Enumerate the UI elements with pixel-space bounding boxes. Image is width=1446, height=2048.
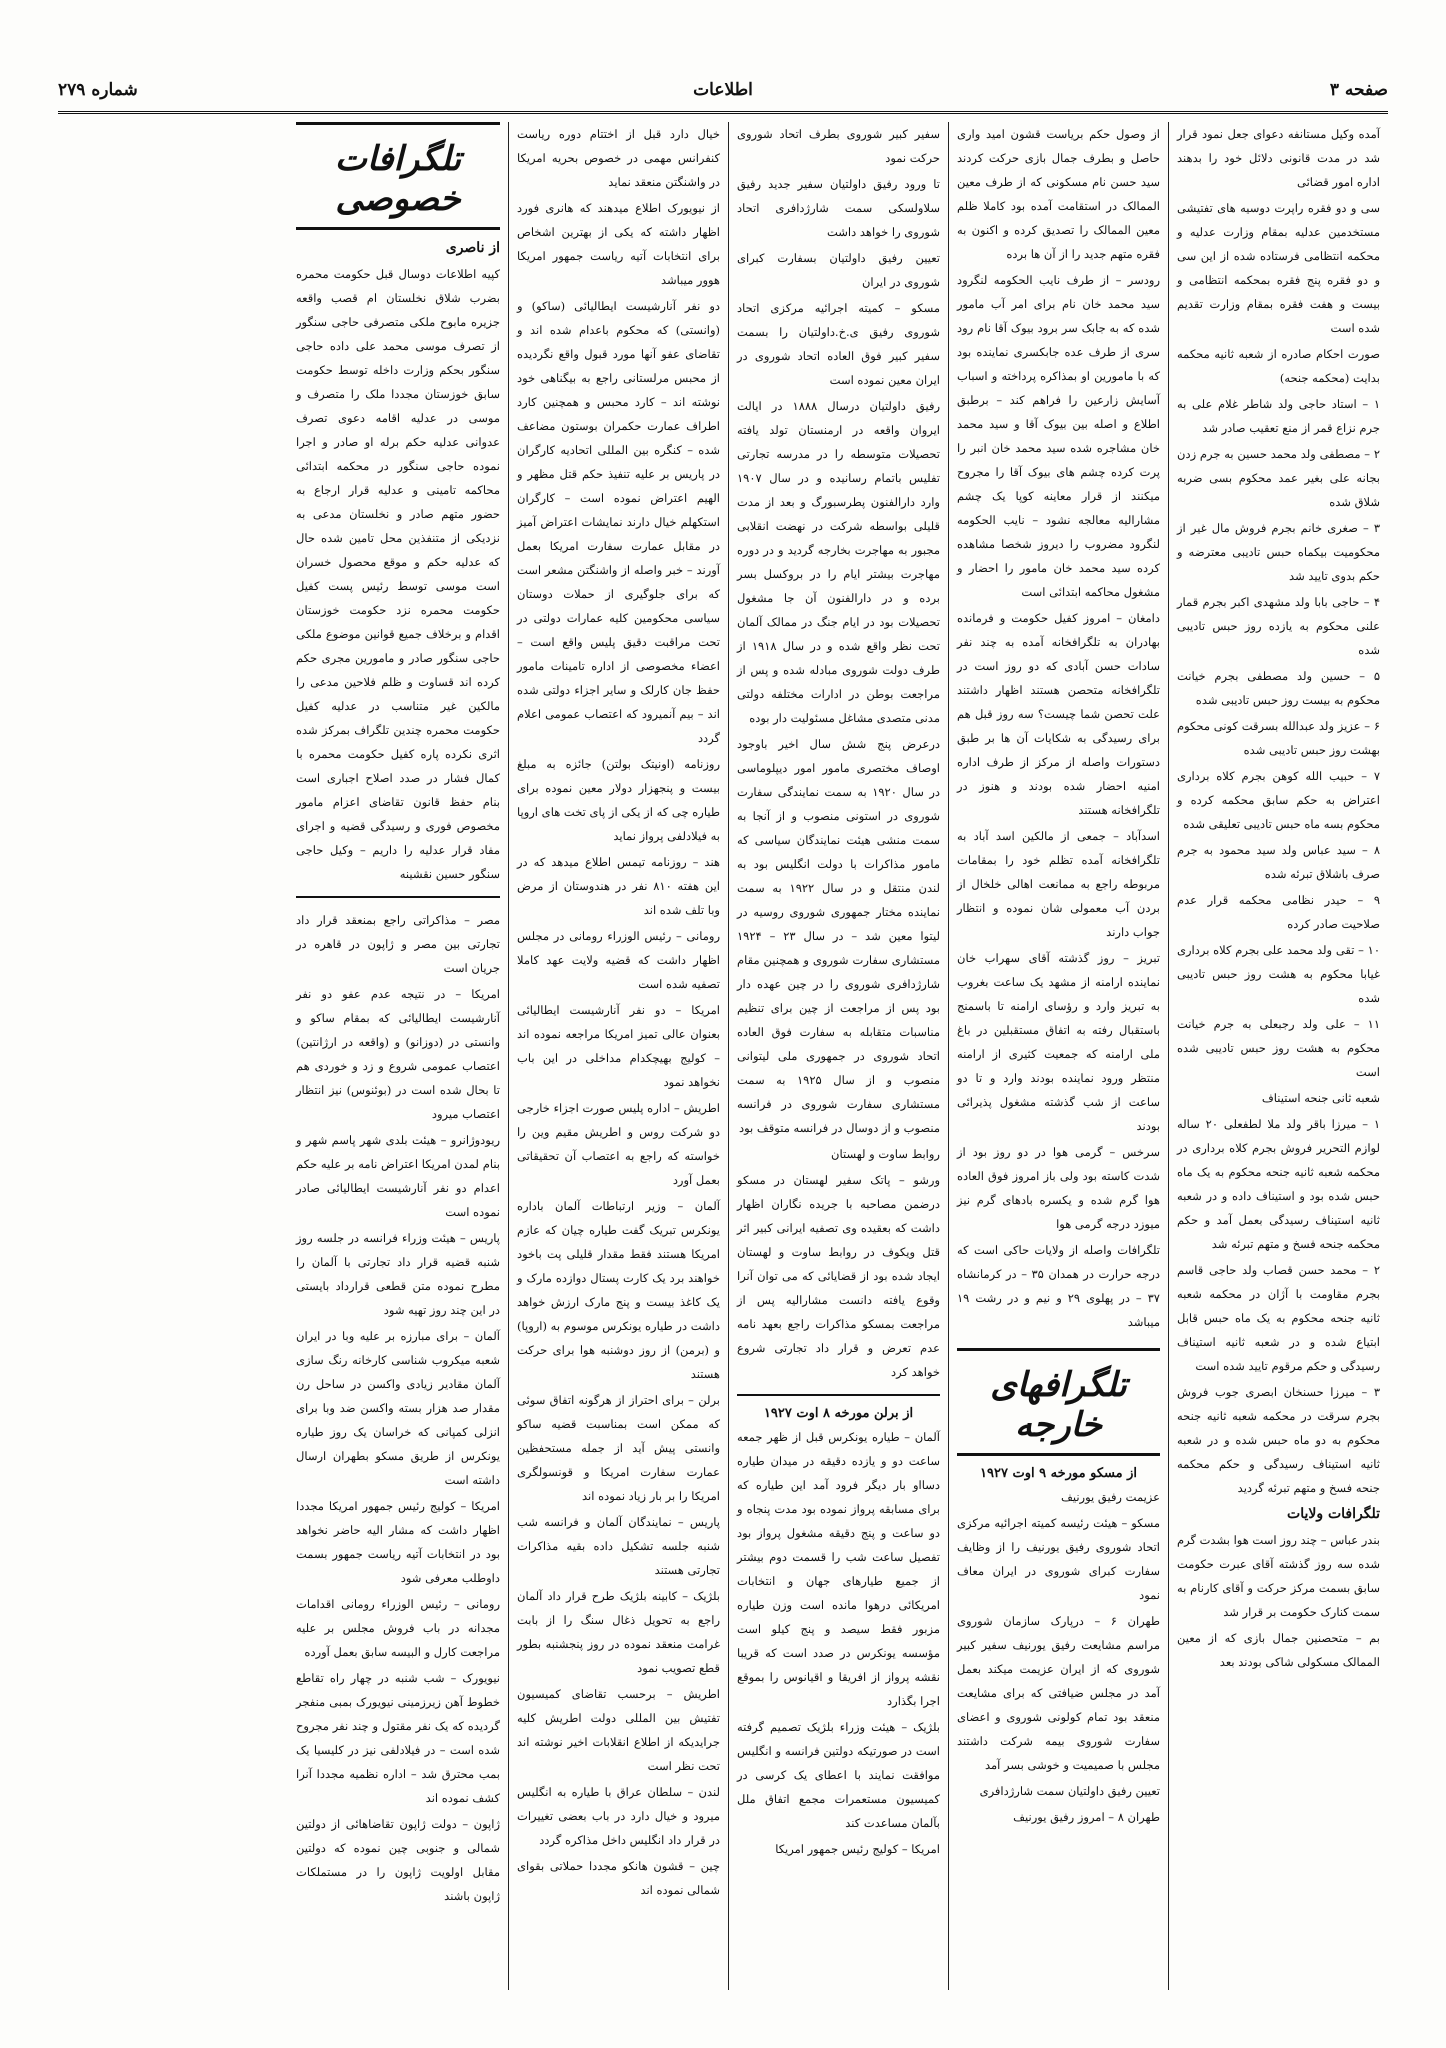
article-paragraph: امریکا – کولیج رئیس جمهور امریکا bbox=[775, 1842, 940, 1856]
article-paragraph: پاریس – نمایندگان آلمان و فرانسه شب شنبه جلسه تشکیل داده بقیه مذاکرات تجارتی هستند bbox=[517, 1515, 720, 1577]
article-paragraph: خیال دارد قبل از اختتام دوره ریاست کنفرانس مهمی در خصوص بحریه امریکا در واشنگتن منعقد نماید bbox=[517, 127, 720, 189]
article-paragraph: تعیین رفیق داولتیان سمت شارژدافری bbox=[979, 1784, 1160, 1798]
article-paragraph: چین – قشون هانکو مجددا حملاتی بقوای شمالی نموده اند bbox=[517, 1859, 720, 1897]
article-paragraph: تا ورود رفیق داولتیان سفیر جدید رفیق سلاولسکی سمت شارژدافری اتحاد شوروی را خواهد داشت bbox=[737, 177, 940, 239]
article-paragraph: برلن – برای احتراز از هرگونه اتفاق سوئی که ممکن است بمناسبت قضیه ساکو وانستی پیش آید از جمله مستحفظین عمارت سفارت امریکا و قونسولگری امریکا را بر بار زیاد نموده اند bbox=[517, 1393, 720, 1503]
column-2-body bbox=[957, 122, 1160, 1334]
article-paragraph: ۱ – میرزا باقر ولد ملا لطفعلی ۲۰ ساله لوازم التحریر فروش بجرم کلاه برداری در محکمه شعبه ثانیه جنحه محکوم به یک ماه حبس شده بود و استیناف داده و در شعبه ثانیه استیناف رسیدگی بعمل آمد و حکم محکمه جنحه فسخ و متهم تبرئه شد bbox=[1177, 1117, 1381, 1251]
article-paragraph: تلگرافات واصله از ولایات حاکی است که درجه حرارت در همدان ۳۵ – در کرمانشاه ۳۷ – در پهلوی ۲۹ و نیم و در رشت ۱۹ میباشد bbox=[957, 1243, 1160, 1329]
article-paragraph: ۱۰ – تقی ولد محمد علی بجرم کلاه برداری غیابا محکوم به هشت روز حبس تادیبی شده bbox=[1177, 943, 1380, 1005]
article-paragraph: ریودوژانرو – هیئت بلدی شهر پاسم شهر و بنام لمدن امریکا اعتراض نامه بر علیه حکم اعدام دو نفر آنارشیست ایطالیائی صادر نموده است bbox=[296, 1133, 500, 1219]
article-paragraph: ۴ – حاجی بابا ولد مشهدی اکبر بجرم قمار علنی محکوم به یازده روز حبس تادیبی شده bbox=[1177, 595, 1380, 657]
article-paragraph: رفیق داولتیان درسال ۱۸۸۸ در ایالت ایروان واقعه در ارمنستان تولد یافته تحصیلات متوسطه را در مدرسه تجارتی تفلیس باتمام رسانیده و در سال ۱۹۰۷ وارد دارالفنون پطرسبورگ و بعد از مدت قلیلی بواسطه شرکت در نهضت انقلابی مجبور به مهاجرت بخارجه گردید و در دوره مهاجرت بیشتر ایام را در بروکسل بسر برده و در دارالفنون آن جا مشغول تحصیلات بود در ایام جنگ در ممالک آلمان تحت نظر واقع شده و در سال ۱۹۱۸ از طرف دولت شوروی مبادله شده و پس از مراجعت بوطن در ادارات مختلفه دولتی مدنی متصدی مشاغل مسئولیت دار بوده bbox=[737, 399, 940, 725]
article-paragraph: سرخس – گرمی هوا در دو روز بود از شدت کاسته بود ولی باز امروز فوق العاده هوا گرم شده و یکسره بادهای گرم نیز میوزد درجه گرمی هوا bbox=[957, 1145, 1160, 1231]
article-paragraph: امریکا – در نتیجه عدم عفو دو نفر آنارشیست ایطالیائی که بمقام ساکو و وانستی در (دوزانو) و (واقعه در ارژانتین) اعتصاب عمومی شروع و زد و خوردی هم تا بحال شده است در (بوئنوس) نیز انتظار اعتصاب میرود bbox=[296, 987, 500, 1121]
article-paragraph: رومانی – رئیس الوزراء رومانی در مجلس اظهار داشت که قضیه ولایت عهد کاملا تصفیه شده است bbox=[517, 929, 720, 991]
article-paragraph: پاریس – هیئت وزراء فرانسه در جلسه روز شنبه قضیه قرار داد تجارتی با آلمان را مطرح نموده متن قطعی قرارداد بایستی در این چند روز تهیه شود bbox=[296, 1231, 500, 1317]
article-paragraph: رومانی – رئیس الوزراء رومانی اقدامات مجدانه در باب فروش مجلس بر علیه مراجعت کارل و البیسه سابق بعمل آورده bbox=[296, 1597, 500, 1659]
article-paragraph: مسکو – هیئت رئیسه کمیته اجرائیه مرکزی اتحاد شوروی رفیق یورنیف را از وظایف سفارت کبرای شوروی در ایران معاف نمود bbox=[957, 1516, 1160, 1602]
article-paragraph: طهران ۸ – امروز رفیق یورنیف bbox=[1013, 1810, 1160, 1824]
article-paragraph: اطریش – اداره پلیس صورت اجزاء خارجی دو شرکت روس و اطریش مقیم وین را خواسته که راجع به اعتصاب آن تحقیقاتی بعمل آورد bbox=[517, 1101, 720, 1187]
column-5 bbox=[288, 122, 508, 1990]
article-paragraph: مصر – مذاکراتی راجع بمنعقد قرار داد تجارتی بین مصر و ژاپون در قاهره در جریان است bbox=[296, 913, 500, 975]
article-paragraph: اطریش – برحسب تقاضای کمیسیون تفتیش بین المللی دولت اطریش کلیه جرایدیکه از اطلاع انقلابات اخیر نوشته اند تحت نظر است bbox=[517, 1687, 720, 1773]
column-4 bbox=[508, 122, 728, 1990]
article-paragraph: ۶ – عزیز ولد عبدالله بسرقت کونی محکوم بهشت روز حبس تادیبی شده bbox=[1177, 719, 1380, 757]
article-paragraph: بلژیک – کابینه بلژیک طرح قرار داد آلمان راجع به تحویل ذغال سنگ را از بابت غرامت منعقد نموده در روز پنجشنبه بطور قطع تصویب نمود bbox=[517, 1589, 720, 1675]
section-dateline: از ناصری bbox=[445, 240, 500, 256]
article-paragraph: عزیمت رفیق یورنیف bbox=[1060, 1490, 1160, 1504]
article-paragraph: ۱۱ – علی ولد رجبعلی به جرم خیانت محکوم به هشت روز حبس تادیبی شده است bbox=[1177, 1017, 1380, 1079]
article-paragraph: امریکا – کولیج رئیس جمهور امریکا مجددا اظهار داشت که مشار الیه حاضر نخواهد بود در انتخابات آتیه ریاست جمهور بسمت داوطلب معرفی شود bbox=[296, 1499, 500, 1585]
article-paragraph: بلژیک – هیئت وزراء بلژیک تصمیم گرفته است در صورتیکه دولتین فرانسه و انگلیس موافقت نمایند با اعطای یک کرسی در کمیسیون مستعمرات مجمع اتفاق ملل بآلمان مساعدت کند bbox=[737, 1720, 940, 1830]
article-paragraph: ۵ – حسین ولد مصطفی بجرم خیانت محکوم به بیست روز حبس تادیبی شده bbox=[1177, 669, 1380, 707]
article-paragraph: ژاپون – دولت ژاپون تقاضاهائی از دولتین شمالی و جنوبی چین نموده که دولتین مقابل اولویت ژاپون را در مستملکات ژاپون باشند bbox=[296, 1817, 500, 1903]
divider bbox=[737, 1394, 940, 1396]
article-paragraph: تعیین رفیق داولتیان بسفارت کبرای شوروی در ایران bbox=[737, 251, 940, 289]
article-paragraph: طهران ۶ – درپارک سازمان شوروی مراسم مشایعت رفیق یورنیف سفیر کبیر شوروی که از ایران عزیمت میکند بعمل آمد در مجلس ضیافتی که برای مشایعت منعقد بود تمام کولونی شوروی و اعضای سفارت شوروی بیمه شرکت داشتند مجلس با صمیمیت و خوشی بسر آمد bbox=[957, 1614, 1160, 1772]
newspaper-title: اطلاعات bbox=[693, 80, 753, 100]
article-paragraph: شعبه ثانی جنحه استیناف bbox=[1261, 1091, 1380, 1105]
column-3 bbox=[728, 122, 948, 1990]
article-paragraph: ۳ – صغری خانم بجرم فروش مال غیر از محکومیت بیکماه حبس تادیبی معترضه و حکم بدوی تایید شد bbox=[1177, 521, 1380, 583]
section-dateline: از برلن مورخه ۸ اوت ۱۹۲۷ bbox=[763, 1406, 914, 1421]
divider bbox=[296, 896, 500, 898]
article-paragraph: تبریز – روز گذشته آقای سهراب خان نماینده ارامنه از مشهد یک ساعت بغروب به تبریز وارد و رؤسای ارامنه تا باسمنج باستقبال رفته به اتفاق مستقبلین در باغ ملی ارامنه که جمعیت کثیری از ارامنه منتظر ورود نماینده بودند وارد و تا دو ساعت از شب گذشته مشغول پذیرائی بودند bbox=[957, 951, 1160, 1133]
issue-number: شماره ۲۷۹ bbox=[58, 80, 138, 100]
article-paragraph: آلمان – وزیر ارتباطات آلمان باداره یونکرس تبریک گفت طیاره چیان که عازم امریکا هستند فقط مقدار قلیلی پت باخود خواهند برد یک کارت پستال دوازده مارک و یک کاغذ بیست و پنج مارک ارزش خواهد داشت در طیاره یونکرس موسوم به (اروپا) و (برمن) از روز دوشنبه هوا برای حرکت هستند bbox=[517, 1199, 720, 1381]
article-paragraph: امریکا – دو نفر آنارشیست ایطالیائی بعنوان عالی تمیز امریکا مراجعه نموده اند – کولیج بهیچکدام مداخلی در این باب نخواهد نمود bbox=[517, 1003, 720, 1089]
article-paragraph: ۹ – حیدر نظامی محکمه قرار عدم صلاحیت صادر کرده bbox=[1177, 893, 1380, 931]
section-dateline: از مسکو مورخه ۹ اوت ۱۹۲۷ bbox=[980, 1466, 1137, 1481]
article-paragraph: صورت احکام صادره از شعبه ثانیه محکمه بدایت (محکمه جنحه) bbox=[1177, 347, 1380, 385]
column-1-body-after bbox=[1177, 1528, 1380, 1674]
column-3-body bbox=[737, 122, 940, 1384]
article-paragraph: سفیر کبیر شوروی بطرف اتحاد شوروی حرکت نمود bbox=[737, 127, 940, 165]
column-2 bbox=[948, 122, 1168, 1990]
column-3-body-after bbox=[737, 1425, 940, 1861]
article-paragraph: ۳ – میرزا حسنخان ابصری جوب فروش بجرم سرقت در محکمه شعبه ثانیه جنحه محکوم به دو ماه حبس شده و در شعبه ثانیه استیناف رسیدگی و حکم محکمه جنحه فسخ و متهم تبرئه گردید bbox=[1177, 1385, 1380, 1495]
article-paragraph: دو نفر آنارشیست ایطالیائی (ساکو) و (وانستی) که محکوم باعدام شده اند و تقاضای عفو آنها مورد قبول واقع نگردیده از محبس مرلستانی راجع به بیگناهی خود نوشته اند – کارد محبس و همچنین کارد اطراف عمارت حکمران بوستون مضاعف شده – کنگره بین المللی اتحادیه کارگران در پاریس بر علیه تنفیذ حکم قتل مظهر و الهیم اعتراض نموده است – کارگران استکهلم خیال دارند نمایشات اعتراض آمیز در مقابل عمارت سفارت امریکا بعمل آورند – خبر واصله از واشنگتن مشعر است که برای جلوگیری از حملات دوستان سیاسی محکومین کلیه عمارات دولتی در تحت مراقبت دقیق پلیس واقع است – اعضاء مخصوصی از اداره تامینات مامور حفظ جان کارلک و سایر اجزاء دولتی شده اند – بیم آنمیرود که اعتصاب عمومی اعلام گردد bbox=[517, 299, 720, 745]
article-paragraph: مسکو – کمیته اجرائیه مرکزی اتحاد شوروی رفیق ی.خ.داولتیان را بسمت سفیر کبیر فوق العاده اتحاد شوروی در ایران معین نموده است bbox=[737, 301, 940, 387]
article-paragraph: از وصول حکم بریاست قشون امید واری حاصل و بطرف جمال بازی حرکت کردند سید حسن نام مسکونی که از طرف معین الممالک در استقامت آمده بود کاملا ظلم معین الممالک را تصدیق کرده و اکنون به فقره متهم جدید را از آن ها برده bbox=[957, 127, 1160, 261]
article-paragraph: لندن – سلطان عراق با طیاره به انگلیس میرود و خیال دارد در باب بعضی تغییرات در قرار داد انگلیس داخل مذاکره گردد bbox=[517, 1785, 720, 1847]
section-subhead: تلگرافات ولایات bbox=[1287, 1506, 1380, 1522]
article-paragraph: روزنامه (اونیتک بولتن) جائزه به مبلغ بیست و پنجهزار دولار معین نموده برای طیاره چی که از یکی از پای تخت های اروپا به فیلادلفی پرواز نماید bbox=[517, 757, 720, 843]
column-1-body bbox=[1177, 122, 1380, 1500]
article-paragraph: آمده وکیل مستانفه دعوای جعل نمود قرار شد در مدت قانونی دلائل خود را بدهند اداره امور قضائی bbox=[1177, 127, 1380, 189]
column-1 bbox=[1168, 122, 1388, 1990]
article-paragraph: نیویورک – شب شنبه در چهار راه تقاطع خطوط آهن زیرزمینی نیویورک بمبی منفجر گردیده که یک نفر مقتول و چند نفر مجروح شده است – در فیلادلفی نیز در کلیسیا یک بمب محترق شد – اداره نظمیه مجددا آنرا کشف نموده اند bbox=[296, 1671, 500, 1805]
article-paragraph: رودسر – از طرف نایب الحکومه لنگرود سید محمد خان نام برای امر آب مامور شده که به جابک سر برود بیوک آقا نام رود سری از طرف عده جابکسری نماینده بود که با مامورین او بمذاکره پرداخته و اسباب آسایش زارعین را فراهم کند – برطبق اطلاع و اصله بین بیوک آقا و سید محمد خان مشاجره شده سید محمد خان انبر را پرت کرده چشم های بیوک آقا را مجروح میکنند از قرار معاینه کوپا یک چشم مشارالیه معالجه نشود – نایب الحکومه لنگرود مضروب را دیروز شخصا مشاهده کرده سید محمد خان مامور را احضار و مشغول محاکمه ابتدائی است bbox=[957, 273, 1160, 599]
column-2-body-after bbox=[957, 1485, 1160, 1829]
column-5-body-after bbox=[296, 908, 500, 1908]
page-number: صفحه ۳ bbox=[1329, 80, 1388, 100]
article-paragraph: کپیه اطلاعات دوسال قبل حکومت محمره بضرب شلاق نخلستان ام قصب واقعه جزیره مابوح ملکی متصرفی حاجی سنگور از تصرف موسی محمد علی داده حاجی سنگور بحکم وزارت داخله توسط حکومت سابق خوزستان مجددا ملک را متصرف و موسی در عدلیه اقامه دعوی تصرف عدوانی عدلیه حکم برله او صادر و اجرا نموده حاجی سنگور در محکمه ابتدائی محاکمه تامینی و عدلیه قرار ارجاع به حضور متهم صادر و نخلستان مدعی به نزدیکی از متنفذین محل تامین شده حال که عدلیه حکم و موقع محصول خسران است موسی توسط رئیس پست کفیل حکومت محمره نزد حکومت خوزستان اقدام و برخلاف جمیع قوانین موضوع ملکی حاجی سنگور صادر و مامورین مجری حکم کرده اند قساوت و ظلم فلاحین مدعی را مالکین غیر متناسب در عدلیه کفیل حکومت محمره چندین تلگراف بمرکز شده اثری نکرده پاره کفیل حکومت محمره با کمال فشار در صدد اصلاح اجباری است بنام حفظ قانون تقاضای اعزام مامور مخصوص فوری و رسیدگی قضیه و اجرای مفاد قرار عدلیه را داریم – وکیل حاجی سنگور حسین نقشینه bbox=[296, 267, 500, 881]
section-banner-foreign: تلگرافهای خارجه bbox=[957, 1348, 1160, 1456]
article-paragraph: هند – روزنامه تیمس اطلاع میدهد که در این هفته ۸۱۰ نفر در هندوستان از مرض وبا تلف شده اند bbox=[517, 855, 720, 917]
article-paragraph: بم – متحصنین جمال بازی که از معین الممالک مسکولی شاکی بودند بعد bbox=[1177, 1631, 1380, 1669]
article-paragraph: درعرض پنج شش سال اخیر باوجود اوصاف مختصری مامور امور دیپلوماسی در سال ۱۹۲۰ به سمت نمایندگی سفارت شوروی در استونی منصوب و از آنجا به سمت منشی هیئت نمایندگان سیاسی که مامور مذاکرات با دولت انگلیس بود به لندن منتقل و در سال ۱۹۲۲ به سمت نماینده مختار جمهوری شوروی روسیه در لیتوا معین شد – در سال ۲۳ – ۱۹۲۴ مستشاری سفارت شوروی و همچنین مقام شارژدافری شوروی را در چین عهده دار بود پس از مراجعت از چین برای تنظیم مناسبات متقابله به سفارت فوق العاده اتحاد شوروی در جمهوری ملی لیتوانی منصوب و از سال ۱۹۲۵ به سمت مستشاری سفارت شوروی در فرانسه منصوب و از دوسال در فرانسه متوقف بود bbox=[737, 737, 940, 1135]
article-paragraph: اسدآباد – جمعی از مالکین اسد آباد به تلگرافخانه آمده تظلم خود را بمقامات مربوطه راجع به ممانعت اهالی خلخال از بردن آب معمولی شان نموده و انتظار جواب دارند bbox=[957, 829, 1160, 939]
article-paragraph: دامغان – امروز کفیل حکومت و فرمانده بهادران به تلگرافخانه آمده به چند نفر سادات حسن آبادی که دو روز است در تلگرافخانه متحصن هستند اظهار داشتند علت تحصن شما چیست؟ سه روز قبل هم برای رسیدگی به شکایات آن ها بر طبق دستورات واصله از مرکز از طرف اداره امنیه احضار شده بودند و هنوز در تلگرافخانه هستند bbox=[957, 611, 1160, 817]
article-paragraph: ۷ – حبیب الله کوهن بجرم کلاه برداری اعتراض به حکم سابق محکمه کرده و محکوم بسه ماه حبس تادیبی تعلیقی شده bbox=[1177, 769, 1380, 831]
article-paragraph: ۸ – سید عباس ولد سید محمود به جرم صرف باشلاق تبرئه شده bbox=[1177, 843, 1380, 881]
article-paragraph: ۲ – مصطفی ولد محمد حسین به جرم زدن بجانه علی بغیر عمد محکوم بسی ضربه شلاق شده bbox=[1177, 447, 1380, 509]
columns-container bbox=[58, 122, 1388, 1990]
article-paragraph: روابط ساوت و لهستان bbox=[831, 1147, 940, 1161]
column-5-body bbox=[296, 262, 500, 886]
section-banner-private: تلگرافات خصوصی bbox=[296, 122, 500, 230]
article-paragraph: سی و دو فقره راپرت دوسیه های تفتیشی مستخدمین عدلیه بمقام وزارت عدلیه و محکمه انتظامی فرستاده شده از این سی و دو فقره پنج فقره بمحکمه انتظامی و بیست و هفت فقره بمقام وزارت تقدیم شده است bbox=[1177, 201, 1380, 335]
article-paragraph: ۱ – استاد حاجی ولد شاطر غلام علی به جرم نزاع قمر از منع تعقیب صادر شد bbox=[1177, 397, 1380, 435]
article-paragraph: ورشو – پاتک سفیر لهستان در مسکو درضمن مصاحبه با جریده نگاران اظهار داشت که بعقیده وی تصفیه ایرانی کبیر اثر قتل ویکوف در روابط ساوت و لهستان ایجاد شده بود از قضایائی که می توان آنرا وقوع یافته دانست مشارالیه پس از مراجعت بمسکو مذاکرات راجع بعهد نامه عدم تعرض و قرار داد تجارتی شروع خواهد کرد bbox=[737, 1173, 940, 1379]
article-paragraph: بندر عباس – چند روز است هوا بشدت گرم شده سه روز گذشته آقای عبرت حکومت سابق بسمت مرکز حرکت و آقای کارنام به سمت کنارک حکومت بر قرار شد bbox=[1177, 1533, 1380, 1619]
article-paragraph: ۲ – محمد حسن قصاب ولد حاجی قاسم بجرم مقاومت با آژان در محکمه شعبه ثانیه جنحه محکوم به یک ماه حبس قابل ابتیاع شده و در شعبه ثانیه استیناف رسیدگی و حکم مرقوم تایید شده است bbox=[1177, 1263, 1380, 1373]
article-paragraph: آلمان – طیاره یونکرس قبل از ظهر جمعه ساعت دو و یازده دقیقه در میدان طیاره دسااو بار دیگر فرود آمد این طیاره که برای مسابقه پرواز نموده بود مدت پنجاه و دو ساعت و پنج دقیقه مشغول پرواز بود تفصیل ساعت شب را قسمت دوم بیشتر از جمیع طیارهای جهان و انتخابات امریکائی درهوا مانده است وزن طیاره مزبور فقط سیصد و پنج کیلو است مؤسسه یونکرس در صدد است که قریبا نقشه پرواز از افریقا و اقیانوس را بموقع اجرا بگذارد bbox=[737, 1430, 940, 1708]
article-paragraph: از نیویورک اطلاع میدهند که هانری فورد اظهار داشته که یکی از بهترین اشخاص برای انتخابات آتیه ریاست جمهور امریکا هوور میباشد bbox=[517, 201, 720, 287]
article-paragraph: آلمان – برای مبارزه بر علیه وبا در ایران شعبه میکروب شناسی کارخانه رنگ سازی آلمان مقادیر زیادی واکسن در ساحل رن مقدار صد هزار بسته واکسن ضد وبا برای انزلی کمپانی که خراسان یک روز طیاره یونکرس از طریق مسکو بطهران ارسال داشته است bbox=[296, 1329, 500, 1487]
column-4-body bbox=[517, 122, 720, 1902]
page-header bbox=[58, 74, 1388, 114]
